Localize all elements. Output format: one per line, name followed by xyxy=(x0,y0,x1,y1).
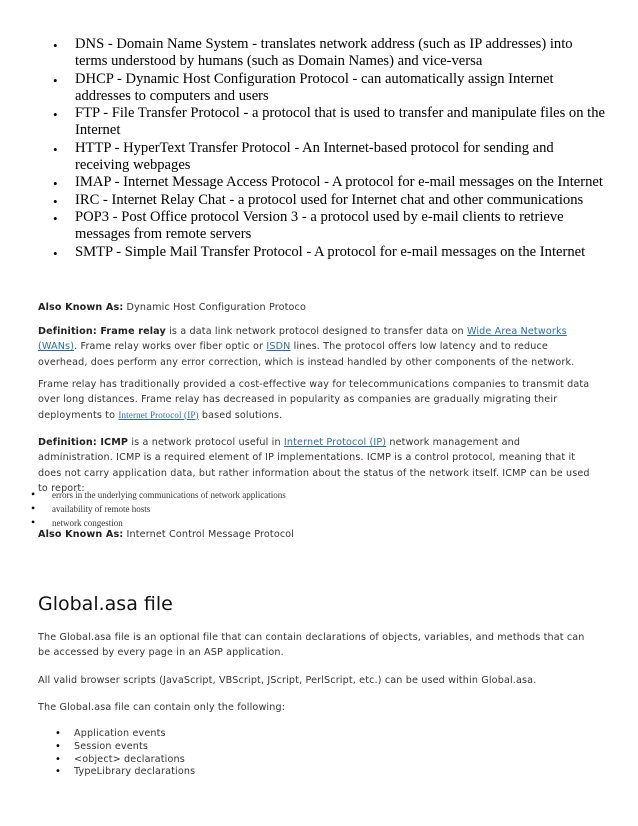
definition-text: network management and administration. ICMP is a required element of IP implementations. ICMP is a control protocol, meaning that it does not carry application data, but rather information about the status of the network itself. ICMP can be used to report: xyxy=(38,437,590,494)
list-item: • IRC - Internet Relay Chat - a protocol used for Internet chat and other communications xyxy=(47,192,607,209)
definition-text: is a network protocol useful in xyxy=(128,437,284,448)
list-item: • <object> declarations xyxy=(54,754,195,767)
also-known-as-icmp xyxy=(38,527,598,542)
definition-label: Definition: Frame relay xyxy=(38,326,166,337)
global-paragraph-3: The Global.asa file can contain only the following: xyxy=(38,702,286,713)
icmp-report-list xyxy=(30,488,286,531)
list-item: • SMTP - Simple Mail Transfer Protocol - A protocol for e-mail messages on the Internet xyxy=(47,244,607,261)
list-item: • availability of remote hosts xyxy=(30,502,286,516)
global-paragraph-2: All valid browser scripts (JavaScript, VBScript, JScript, PerlScript, etc.) can be used within Global.asa. xyxy=(38,675,537,686)
aka-label: Also Known As: xyxy=(38,529,124,540)
aka-label: Also Known As: xyxy=(38,302,124,313)
list-item: • Session events xyxy=(54,741,195,754)
list-item: • IMAP - Internet Message Access Protocol - A protocol for e-mail messages on the Internet xyxy=(47,174,607,191)
list-item: • POP3 - Post Office protocol Version 3 - a protocol used by e-mail clients to retrieve messages from remote servers xyxy=(47,209,607,244)
section-heading: Global.asa file xyxy=(38,593,173,615)
icmp-definition xyxy=(38,435,598,496)
list-item: • DNS - Domain Name System - translates network address (such as IP addresses) into terms understood by humans (such as Domain Names) and vice-versa xyxy=(47,36,607,71)
definition-text: lines. The protocol offers low latency and to reduce overhead, does perform any error correction, which is instead handled by other components of the network. xyxy=(38,341,575,368)
list-item: • errors in the underlying communications of network applications xyxy=(30,488,286,502)
paragraph-text: Frame relay has traditionally provided a cost-effective way for telecommunications companies to transmit data over long distances. Frame relay has decreased in popularity as companies are gradually migrating their deployments to xyxy=(38,379,590,421)
paragraph-text: based solutions. xyxy=(198,409,283,421)
definition-text: is a data link network protocol designed to transfer data on xyxy=(165,326,467,337)
ip-link[interactable]: Internet Protocol (IP) xyxy=(283,437,387,448)
list-item: • HTTP - HyperText Transfer Protocol - An Internet-based protocol for sending and receiving webpages xyxy=(47,140,607,175)
list-item: • TypeLibrary declarations xyxy=(54,766,195,779)
protocol-list xyxy=(47,36,607,261)
definition-text: . Frame relay works over fiber optic or xyxy=(74,341,267,353)
list-item: • Application events xyxy=(54,728,195,741)
aka-value: Dynamic Host Configuration Protoco xyxy=(123,302,306,313)
wan-link[interactable]: Wide Area Networks (WANs) xyxy=(38,326,567,353)
frame-relay-paragraph xyxy=(38,377,598,423)
aka-value: Internet Control Message Protocol xyxy=(123,529,295,540)
list-item: • network congestion xyxy=(30,516,286,530)
frame-relay-definition xyxy=(38,324,598,370)
ip-link[interactable]: Internet Protocol (IP) xyxy=(118,409,199,420)
list-item: • FTP - File Transfer Protocol - a protocol that is used to transfer and manipulate files on the Internet xyxy=(47,105,607,140)
list-item: • DHCP - Dynamic Host Configuration Protocol - can automatically assign Internet addresses to computers and users xyxy=(47,71,607,106)
global-contents-list xyxy=(54,728,195,779)
definition-label: Definition: ICMP xyxy=(38,437,129,448)
isdn-link[interactable]: ISDN xyxy=(266,341,291,353)
global-paragraph-1: The Global.asa file is an optional file that can contain declarations of objects, variables, and methods that can be accessed by every page in an ASP application. xyxy=(38,632,585,659)
also-known-as-dhcp xyxy=(38,300,598,315)
